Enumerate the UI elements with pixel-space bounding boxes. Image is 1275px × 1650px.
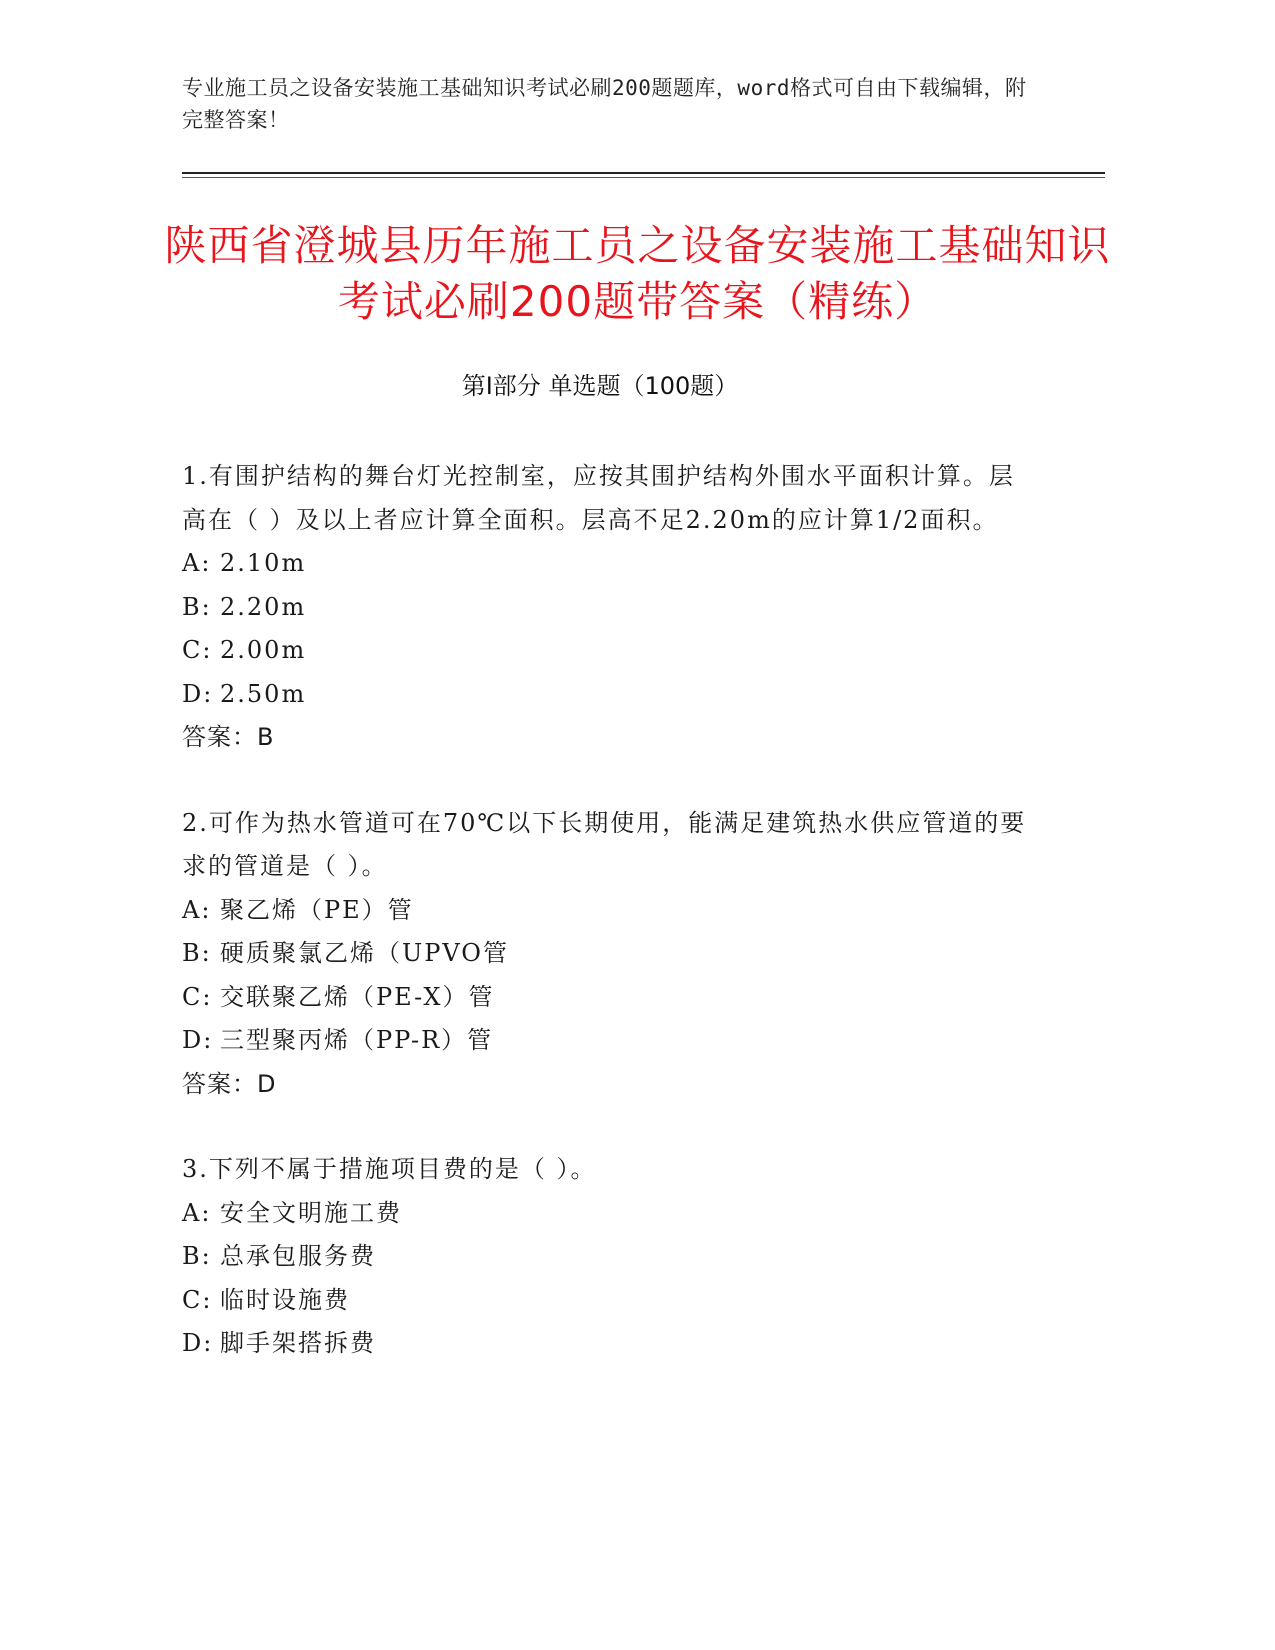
section-heading: 第Ⅰ部分 单选题（100题） (461, 372, 739, 400)
question-stem: 1.有围护结构的舞台灯光控制室，应按其围护结构外围水平面积计算。层高在（ ）及以上者应计算全面积。层高不足2.20m的应计算1/2面积。 (182, 462, 1015, 534)
option-a (182, 889, 1032, 933)
option-letter: A: (182, 549, 212, 577)
option-text: 总承包服务费 (220, 1242, 376, 1270)
option-c (182, 1279, 1032, 1323)
question-2 (182, 802, 1032, 1107)
option-text: 2.10m (220, 549, 307, 577)
header-rule-thin (182, 177, 1105, 178)
question-stem: 3.下列不属于措施项目费的是（ ）。 (182, 1155, 597, 1183)
question-1 (182, 455, 1032, 760)
option-text: 2.20m (220, 592, 307, 621)
question-3 (182, 1148, 1032, 1366)
option-text: 临时设施费 (220, 1285, 350, 1314)
option-d (182, 1322, 1032, 1366)
option-text: 聚乙烯（PE）管 (220, 895, 414, 924)
option-c (182, 629, 1032, 673)
option-text: 交联聚乙烯（PE-X）管 (220, 982, 495, 1011)
document-title: 陕西省澄城县历年施工员之设备安装施工基础知识考试必刷200题带答案（精练） (164, 221, 1111, 326)
option-letter: C: (182, 636, 213, 664)
option-c (182, 976, 1032, 1020)
option-letter: B: (182, 1242, 212, 1270)
option-letter: B: (182, 592, 212, 621)
option-a (182, 1192, 1032, 1236)
option-letter: D: (182, 679, 214, 708)
answer-line: 答案：B (182, 723, 275, 751)
option-d (182, 673, 1032, 717)
option-text: 2.00m (220, 636, 307, 664)
option-a (182, 542, 1032, 586)
option-letter: B: (182, 939, 212, 967)
header-note: 专业施工员之设备安装施工基础知识考试必刷200题题库，word格式可自由下载编辑，附完整答案！ (182, 76, 1027, 132)
option-letter: A: (182, 1198, 212, 1227)
option-letter: C: (182, 982, 213, 1011)
option-text: 2.50m (220, 679, 307, 708)
option-text: 脚手架搭拆费 (220, 1329, 376, 1357)
option-b (182, 586, 1032, 630)
question-list (182, 455, 1032, 1408)
option-letter: A: (182, 895, 212, 924)
option-text: 三型聚丙烯（PP-R）管 (220, 1026, 494, 1054)
option-letter: D: (182, 1329, 214, 1357)
option-b (182, 1235, 1032, 1279)
option-b (182, 932, 1032, 976)
option-text: 硬质聚氯乙烯（UPVO管 (220, 939, 509, 967)
answer-line: 答案：D (182, 1069, 277, 1098)
option-d (182, 1019, 1032, 1063)
header-rule-thick (182, 172, 1105, 174)
option-letter: D: (182, 1026, 214, 1054)
question-stem: 2.可作为热水管道可在70℃以下长期使用，能满足建筑热水供应管道的要求的管道是（ ）。 (182, 808, 1027, 880)
option-text: 安全文明施工费 (220, 1198, 402, 1227)
option-letter: C: (182, 1285, 213, 1314)
